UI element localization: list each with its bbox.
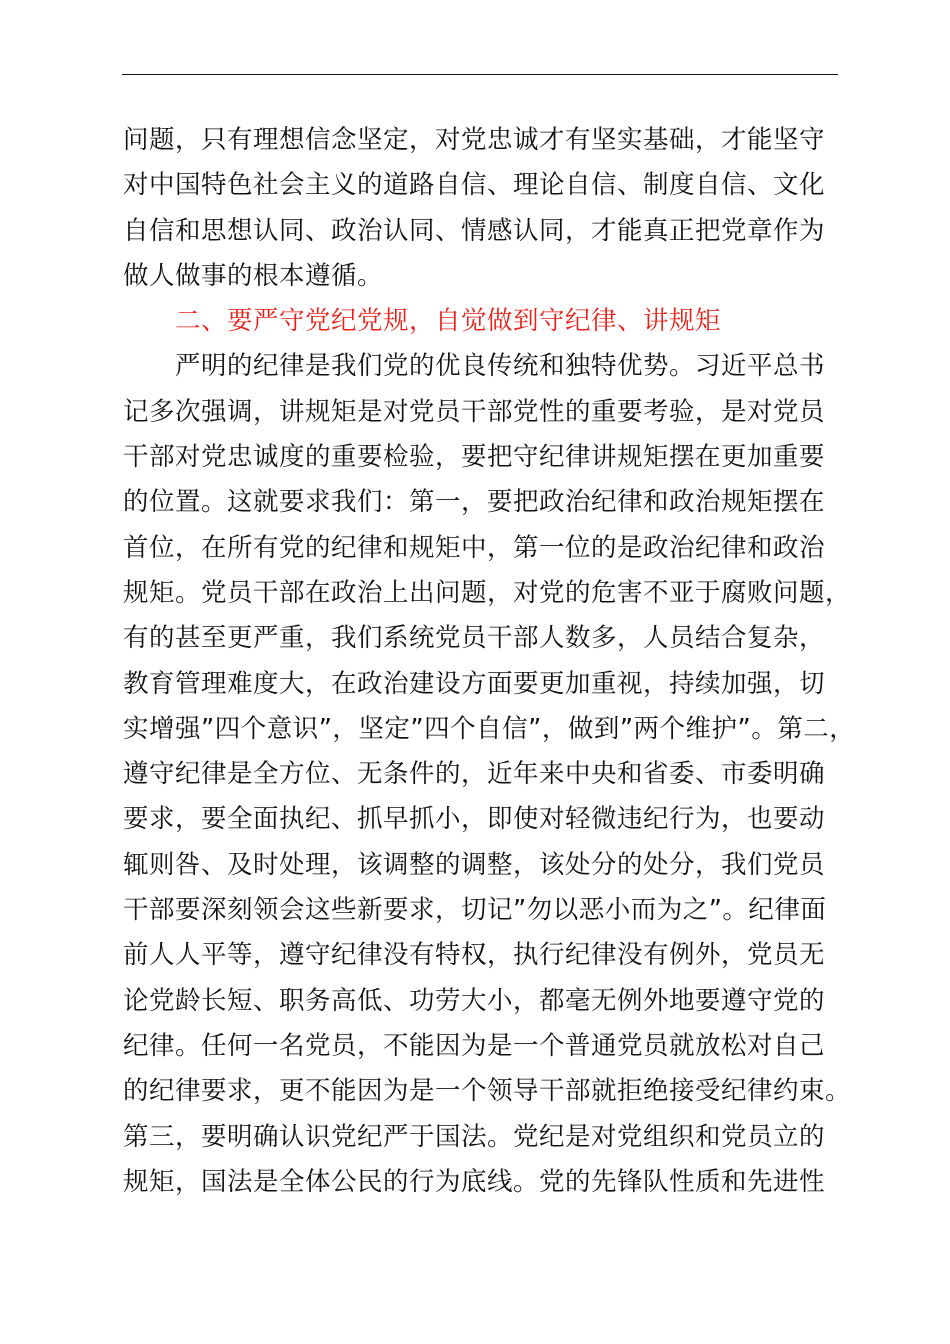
body-line: 干部对党忠诚度的重要检验，要把守纪律讲规矩摆在更加重要 [123,442,826,473]
body-line: 纪律。任何一名党员，不能因为是一个普通党员就放松对自己 [123,1030,826,1061]
body-line: 实增强”四个意识”，坚定”四个自信”，做到”两个维护”。第二， [123,713,856,744]
body-line: 有的甚至更严重，我们系统党员干部人数多，人员结合复杂， [123,623,826,654]
body-line: 第三，要明确认识党纪严于国法。党纪是对党组织和党员立的 [123,1121,826,1152]
body-line: 辄则咎、及时处理，该调整的调整，该处分的处分，我们党员 [123,849,826,880]
body-line: 首位，在所有党的纪律和规矩中，第一位的是政治纪律和政治 [123,532,826,563]
body-line: 的纪律要求，更不能因为是一个领导干部就拒绝接受纪律约束。 [123,1076,852,1107]
body-line: 问题，只有理想信念坚定，对党忠诚才有坚实基础，才能坚守 [123,125,826,155]
body-line: 对中国特色社会主义的道路自信、理论自信、制度自信、文化 [123,170,826,201]
body-line: 的位置。这就要求我们：第一，要把政治纪律和政治规矩摆在 [123,487,826,518]
body-line: 论党龄长短、职务高低、功劳大小，都毫无例外地要遵守党的 [123,985,826,1016]
header-rule [122,74,838,75]
paragraph-first-line: 严明的纪律是我们党的优良传统和独特优势。习近平总书 [175,351,826,382]
body-line: 教育管理难度大，在政治建设方面要更加重视，持续加强，切 [123,668,826,699]
document-body [123,118,856,1205]
body-line: 前人人平等，遵守纪律没有特权，执行纪律没有例外，党员无 [123,940,826,971]
section-heading: 二、要严守党纪党规，自觉做到守纪律、讲规矩 [175,306,722,337]
body-line: 做人做事的根本遵循。 [123,260,384,291]
body-line: 规矩，国法是全体公民的行为底线。党的先锋队性质和先进性 [123,1166,826,1197]
body-line: 干部要深刻领会这些新要求，切记”勿以恶小而为之”。纪律面 [123,895,827,926]
body-line: 自信和思想认同、政治认同、情感认同，才能真正把党章作为 [123,215,826,246]
body-line: 要求，要全面执纪、抓早抓小，即使对轻微违纪行为，也要动 [123,804,826,835]
body-line: 规矩。党员干部在政治上出问题，对党的危害不亚于腐败问题， [123,577,852,608]
body-line: 记多次强调，讲规矩是对党员干部党性的重要考验，是对党员 [123,396,826,427]
body-line: 遵守纪律是全方位、无条件的，近年来中央和省委、市委明确 [123,759,826,790]
